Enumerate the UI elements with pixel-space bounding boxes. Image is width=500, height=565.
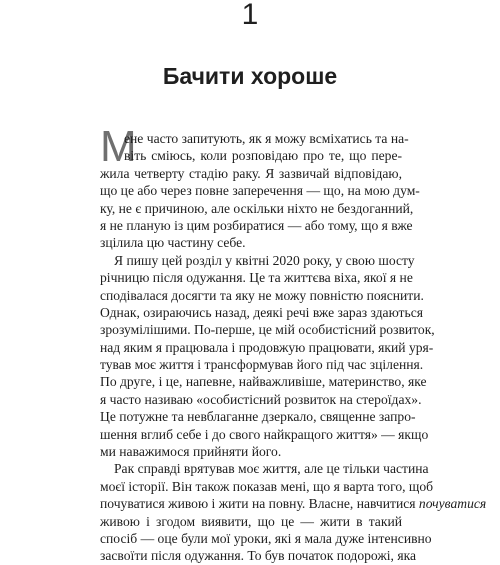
text-line: шення вглиб себе і до свого найкращого життя» — якщо [100,426,429,442]
text-line: Однак, озираючись назад, деякі речі вже зараз здаються [100,304,423,320]
text-line: живою і згодом виявити, що це — жити в такий [100,513,402,529]
text-line: Рак справді врятував моє життя, але це тільки частина [114,461,429,477]
text-line [100,495,487,512]
text-line: що це або через повне заперечення — що, на мою дум- [100,183,420,199]
text-line: ми наважимося прийняти його. [100,444,282,460]
text-line: ку, не є причиною, але оскільки ніхто не бездоганний, [100,200,414,216]
chapter-title: Бачити хороше [162,63,338,89]
text-line: тував моє життя і трансформував його під час зцілення. [100,357,424,373]
text-line: засвоїти після одужання. То був початок подорожі, яка [100,548,417,564]
text-line: жила четверту стадію раку. Я зазвичай відповідаю, [100,165,402,181]
text-line: зрозумілішими. По-перше, це мій особистісний розвиток, [100,322,435,338]
text-line: над яким я працювала і продовжую працювати, який уря- [100,339,434,355]
text-line: зцілила цю частину себе. [100,235,246,251]
text-line: моєї історії. Він також показав мені, що я вартa того, щоб [100,478,434,494]
text-line: я не планую із цим розбиратися — або тому, що я вже [100,217,413,233]
text-line: спосіб — оце були мої уроки, які я мала дуже інтенсивно [100,530,432,546]
paragraph-1 [100,130,420,252]
text-line: я часто називаю «особистісний розвиток на стероїдах». [100,391,422,407]
drop-cap: М [100,122,137,171]
text-line: По друге, і це, напевне, найважливіше, материнство, яке [100,374,427,390]
text-line: річницю після одужання. Це та життєва віха, якої я не [100,270,413,286]
italic-word: почуватися [418,496,487,512]
text-line: Це потужне та невблаганне дзеркало, священне запро- [100,409,416,425]
chapter-number: 1 [241,0,259,31]
paragraph-2 [100,252,435,461]
text-line: ене часто запитують, як я можу всміхатись та на- [124,131,409,146]
text-run: почуватися живою і жити на повну. Власне, навчитися [100,496,419,512]
text-line: сподівалася досягти та яку не можу повністю пояснити. [100,287,424,303]
paragraph-3 [100,460,487,564]
text-line: Я пишу цей розділ у квітні 2020 року, у свою шосту [114,252,415,268]
text-line: віть сміюсь, коли розповідаю про те, що пере- [124,148,402,164]
